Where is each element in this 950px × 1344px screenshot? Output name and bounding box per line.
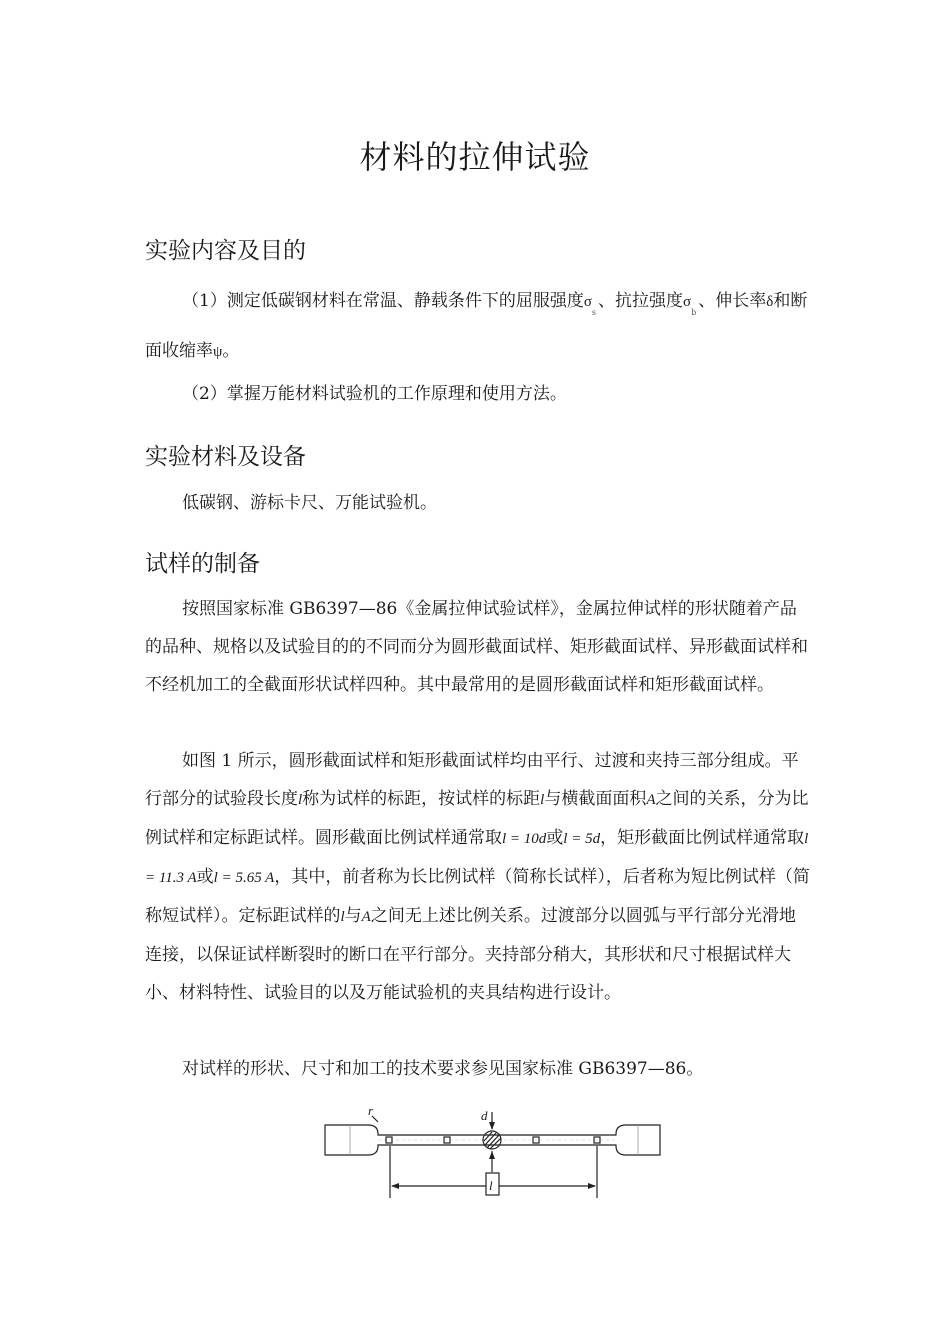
paragraph-materials: 低碳钢、游标卡尺、万能试验机。 xyxy=(182,493,437,513)
equation-1: l = 10d xyxy=(502,831,547,847)
equation-4: l = 5.65 A xyxy=(213,870,275,886)
text: ，矩形截面比例试样通常取 xyxy=(600,828,805,848)
section-heading-specimen: 试样的制备 xyxy=(145,551,260,577)
label-r: r xyxy=(368,1103,374,1118)
subscript-s: s xyxy=(591,308,597,317)
sigma-symbol: σ xyxy=(683,294,692,310)
subscript-b: b xyxy=(691,308,697,317)
document-title: 材料的拉伸试验 xyxy=(359,138,591,176)
text: 。 xyxy=(222,341,240,361)
var-l: l xyxy=(340,909,345,925)
text: ，其中，前者称为长比例试样（简称长试样），后者称为短比例试样（简称短试样）。定标距试样的 xyxy=(145,867,810,926)
delta-symbol: δ xyxy=(766,294,774,310)
label-d: d xyxy=(481,1108,488,1123)
text: 如图 1 所示，圆形截面试样和矩形截面试样均由平行、过渡和夹持三部分组成。平行部分的试验段长度 xyxy=(145,751,799,809)
text: （1）测定低碳钢材料在常温、静载条件下的屈服强度 xyxy=(182,291,584,311)
label-l: l xyxy=(489,1178,493,1193)
paragraph-specimen-1: 按照国家标准 GB6397—86《金属拉伸试验试样》，金属拉伸试样的形状随着产品的品种、规格以及试验目的的不同而分为圆形截面试样、矩形截面试样、异形截面试样和不经机加工的全截面形状试样四种。其中最常用的是圆形截面试样和矩形截面试样。 xyxy=(145,599,808,695)
var-A: A xyxy=(361,909,371,925)
section-heading-materials: 实验材料及设备 xyxy=(145,444,306,470)
psi-symbol: ψ xyxy=(213,344,223,360)
text: 与横截面面积 xyxy=(544,789,647,809)
text: 称为试样的标距，按试样的标距 xyxy=(302,789,541,809)
text: 之间无上述比例关系。过渡部分以圆弧与平行部分光滑地连接，以保证试样断裂时的断口在平行部分。夹持部分稍大，其形状和尺寸根据试样大小、材料特性、试验目的以及万能试验机的夹具结构进行设计。 xyxy=(145,906,796,1003)
specimen-figure xyxy=(320,1100,665,1202)
paragraph-objective-1 xyxy=(145,282,810,371)
sigma-symbol: σ xyxy=(583,294,592,310)
var-l: l xyxy=(540,792,545,808)
text: 、伸长率 xyxy=(698,291,767,311)
text: 、抗拉强度 xyxy=(598,291,684,311)
var-l: l xyxy=(298,792,303,808)
text: 或 xyxy=(546,828,564,848)
text: 之间的关系，分为比例试样和定标距试样。圆形截面比例试样通常取 xyxy=(145,789,809,848)
equation-2: l = 5d xyxy=(563,831,601,847)
text: 与 xyxy=(344,906,362,926)
paragraph-objective-2: （2）掌握万能材料试验机的工作原理和使用方法。 xyxy=(182,384,567,404)
text: 和断面收缩率 xyxy=(145,291,808,361)
text: 或 xyxy=(196,867,214,887)
equation-3: l = 11.3 A xyxy=(145,831,809,886)
section-heading-content: 实验内容及目的 xyxy=(145,238,306,264)
paragraph-specimen-3: 对试样的形状、尺寸和加工的技术要求参见国家标准 GB6397—86。 xyxy=(182,1059,704,1079)
paragraph-specimen-2 xyxy=(145,742,810,1012)
var-A: A xyxy=(646,792,656,808)
